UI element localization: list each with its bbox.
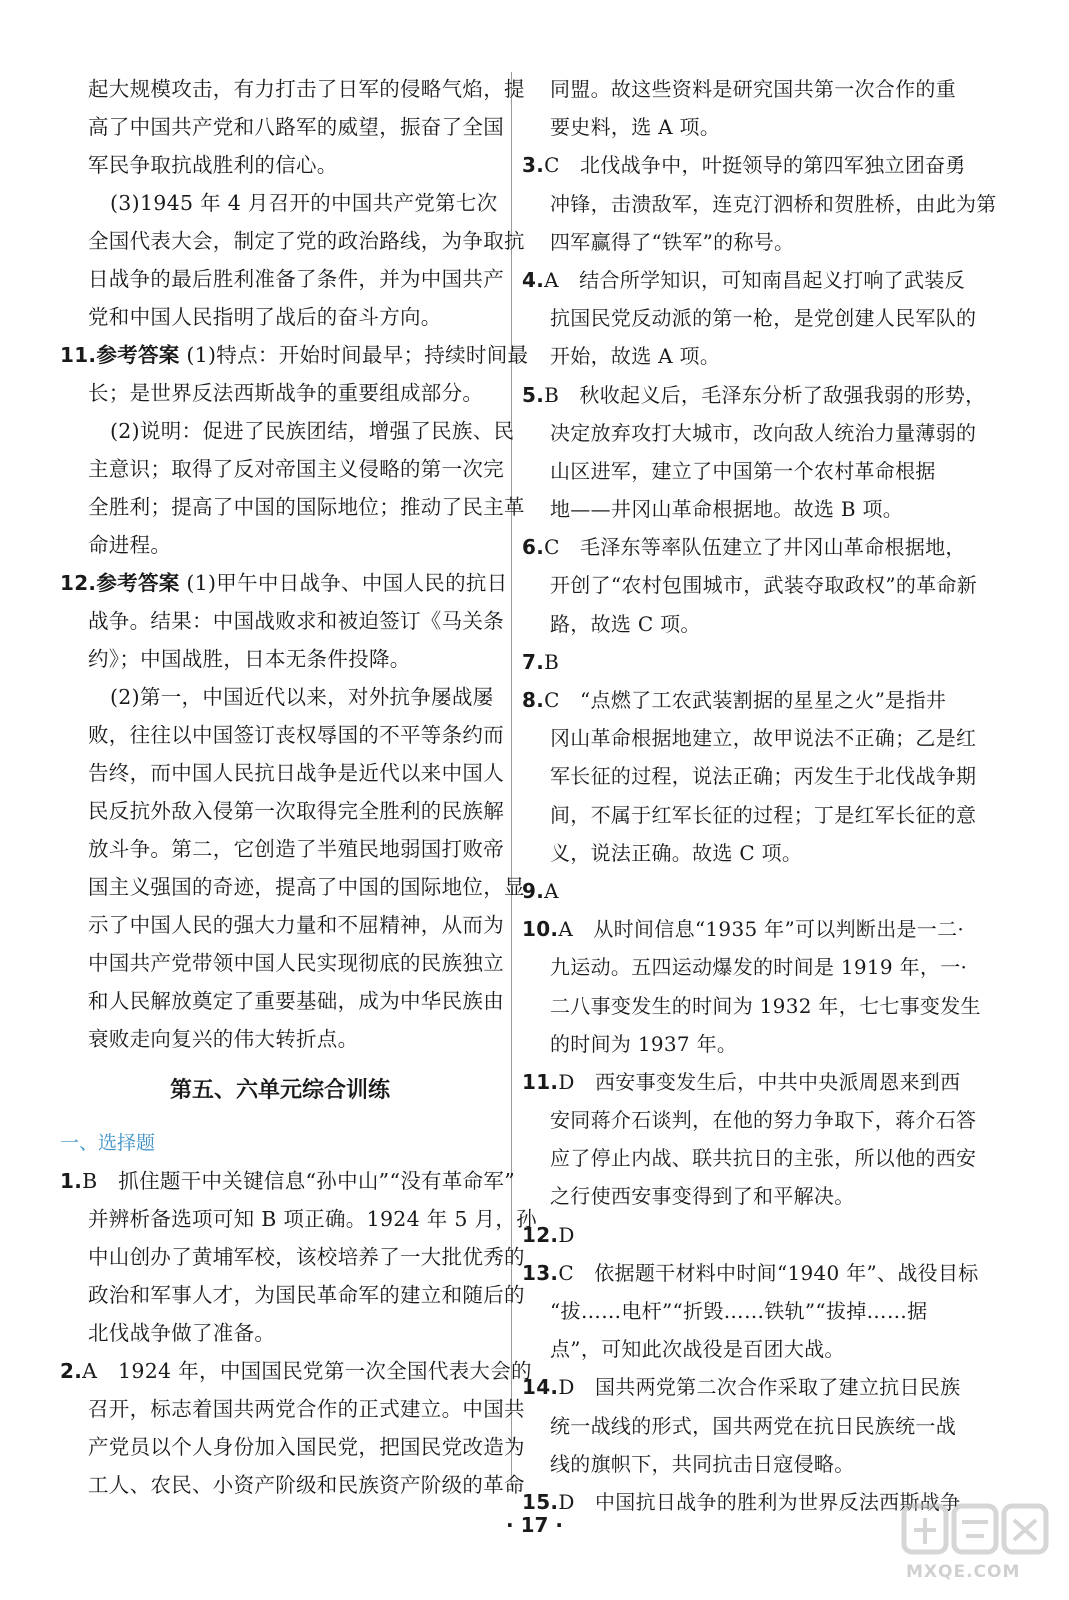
line-text: 抗国民党反动派的第一枪，是党创建人民军队的 — [550, 306, 977, 331]
line-text: 间，不属于红军长征的过程；丁是红军长征的意 — [550, 802, 977, 827]
item-number: 7. — [522, 649, 545, 674]
item-number: 11. — [60, 343, 97, 367]
right-answers-block — [522, 70, 997, 1521]
text-line — [60, 374, 500, 412]
text-line — [60, 906, 504, 944]
line-text: 军长征的过程，说法正确；丙发生于北伐战争期 — [550, 764, 977, 789]
text-line — [522, 1063, 977, 1101]
answer-logo-icon — [900, 1500, 1050, 1562]
line-text: 高了中国共产党和八路军的威望，振奋了全国 — [88, 115, 504, 139]
item-number: 15. — [522, 1489, 559, 1514]
text-line — [522, 872, 977, 910]
text-line — [60, 1162, 516, 1200]
line-text: 统一战线的形式，国共两党在抗日民族统一战 — [550, 1413, 956, 1438]
line-text: C “点燃了工农武装割据的星星之火”是指井 — [544, 688, 947, 712]
answer-label: 参考答案 — [96, 571, 180, 595]
line-text: (1)甲午中日战争、中国人民的抗日 — [179, 571, 508, 595]
line-text: 中山创办了黄埔军校，该校培养了一大批优秀的 — [88, 1245, 525, 1269]
text-line — [522, 1216, 977, 1254]
line-text: 冈山革命根据地建立，故甲说法不正确；乙是红 — [550, 726, 977, 751]
text-line — [522, 566, 977, 604]
text-line — [522, 643, 977, 681]
line-text: 四军赢得了“铁军”的称号。 — [550, 229, 795, 254]
line-text: 产党员以个人身份加入国民党，把国民党改造为 — [88, 1435, 525, 1459]
item-number: 8. — [522, 688, 545, 712]
text-line — [60, 1390, 525, 1428]
line-text: D 西安事变发生后，中共中央派周恩来到西 — [558, 1069, 961, 1094]
line-text: B — [544, 649, 560, 674]
line-text: 政治和军事人才，为国民革命军的建立和随后的 — [88, 1283, 525, 1307]
line-text: 工人、农民、小资产阶级和民族资产阶级的革命 — [88, 1473, 525, 1497]
text-line — [522, 1368, 977, 1406]
text-line — [60, 754, 504, 792]
line-text: 全胜利；提高了中国的国际地位；推动了民主革 — [88, 495, 525, 519]
text-line — [60, 1276, 525, 1314]
line-text: 并辨析备选项可知 B 项正确。1924 年 5 月，孙 — [88, 1207, 537, 1231]
page-number: · 17 · — [506, 1513, 563, 1537]
text-line — [522, 528, 977, 566]
line-text: 中国共产党带领中国人民实现彻底的民族独立 — [88, 951, 504, 975]
text-line — [60, 944, 504, 982]
left-column — [60, 70, 537, 1504]
text-line — [522, 1330, 977, 1368]
text-line — [60, 640, 500, 678]
line-text: 国主义强国的奇迹，提高了中国的国际地位，显 — [88, 875, 525, 899]
item-number: 3. — [522, 153, 545, 178]
line-text: 约》；中国战胜，日本无条件投降。 — [88, 647, 411, 671]
text-line — [60, 412, 515, 450]
line-text: 九运动。五四运动爆发的时间是 1919 年，一· — [550, 955, 968, 980]
line-text: C 依据题干材料中时间“1940 年”、战役目标 — [558, 1260, 979, 1285]
line-text: “拔……电杆”“折毁……铁轨”“拔掉……据 — [550, 1299, 928, 1323]
text-line — [522, 1177, 977, 1215]
item-number: 11. — [522, 1069, 559, 1094]
text-line — [522, 1139, 977, 1177]
text-line — [60, 716, 504, 754]
right-column — [522, 70, 997, 1521]
text-line — [522, 223, 977, 261]
line-text: 衰败走向复兴的伟大转折点。 — [88, 1027, 359, 1051]
line-text: 放斗争。第二，它创造了半殖民地弱国打败帝 — [88, 837, 504, 861]
line-text: B 抓住题干中关键信息“孙中山”“没有革命军” — [82, 1169, 516, 1193]
text-line — [60, 830, 504, 868]
text-line — [522, 1407, 977, 1445]
line-text: 召开，标志着国共两党合作的正式建立。中国共 — [88, 1397, 525, 1421]
answer-label: 参考答案 — [96, 343, 180, 367]
text-line — [522, 987, 981, 1025]
line-text: 之行使西安事变得到了和平解决。 — [550, 1184, 855, 1209]
section-title: 第五、六单元综合训练 — [169, 1078, 390, 1103]
line-text: 战争。结果：中国战败求和被迫签订《马关条 — [88, 609, 504, 633]
item-number: 9. — [522, 878, 545, 903]
text-line — [522, 1292, 977, 1330]
line-text: 义，说法正确。故选 C 项。 — [550, 840, 803, 865]
text-line — [60, 1020, 500, 1058]
line-text: 山区进军，建立了中国第一个农村革命根据 — [550, 458, 936, 483]
text-line — [522, 1025, 977, 1063]
text-line — [60, 70, 525, 108]
text-line — [522, 261, 977, 299]
text-line — [522, 605, 977, 643]
text-line — [522, 910, 977, 948]
text-line — [522, 146, 977, 184]
text-line — [60, 184, 500, 222]
text-line — [60, 222, 525, 260]
line-text: 示了中国人民的强大力量和不屈精神，从而为 — [88, 913, 504, 937]
left-answers-block — [60, 70, 529, 1058]
line-text: C 北伐战争中，叶挺领导的第四军独立团奋勇 — [544, 153, 966, 178]
text-line — [60, 146, 500, 184]
line-text: D — [558, 1222, 575, 1247]
item-number: 4. — [522, 267, 545, 292]
text-line — [522, 719, 977, 757]
text-line — [60, 982, 504, 1020]
text-line — [522, 834, 977, 872]
line-text: A 1924 年，中国国民党第一次全国代表大会的 — [82, 1359, 532, 1383]
text-line — [60, 792, 504, 830]
watermark — [900, 1500, 1060, 1595]
text-line — [60, 260, 504, 298]
text-line — [522, 757, 977, 795]
line-text: 长；是世界反法西斯战争的重要组成部分。 — [88, 381, 484, 405]
text-line — [522, 1101, 977, 1139]
line-text: 和人民解放奠定了重要基础，成为中华民族由 — [88, 989, 504, 1013]
left-choice-block — [60, 1162, 537, 1504]
line-text: (2)说明：促进了民族团结，增强了民族、民 — [110, 419, 515, 443]
item-number: 12. — [60, 571, 97, 595]
line-text: A 结合所学知识，可知南昌起义打响了武装反 — [544, 267, 965, 292]
item-number: 13. — [522, 1260, 559, 1285]
text-line — [522, 108, 977, 146]
text-line — [522, 490, 977, 528]
line-text: 军民争取抗战胜利的信心。 — [88, 153, 338, 177]
line-text: D 中国抗日战争的胜利为世界反法西斯战争 — [558, 1489, 961, 1514]
line-text: A — [544, 878, 559, 903]
line-text: 起大规模攻击，有力打击了日军的侵略气焰，提 — [88, 77, 525, 101]
text-line — [60, 1466, 525, 1504]
text-line — [522, 796, 977, 834]
text-line — [60, 602, 504, 640]
text-line — [60, 1238, 525, 1276]
text-line — [60, 298, 500, 336]
item-number: 10. — [522, 917, 559, 942]
watermark-text: MXQE.COM — [906, 1562, 1021, 1582]
line-text: 安同蒋介石谈判，在他的努力争取下，蒋介石答 — [550, 1108, 977, 1133]
item-number: 5. — [522, 382, 545, 407]
text-line — [60, 488, 525, 526]
text-line — [60, 1200, 537, 1238]
text-line — [522, 1445, 977, 1483]
text-line — [522, 185, 997, 223]
text-line — [60, 526, 500, 564]
text-line — [60, 450, 504, 488]
item-number: 12. — [522, 1222, 559, 1247]
line-text: 告终，而中国人民抗日战争是近代以来中国人 — [88, 761, 504, 785]
text-line — [60, 1314, 500, 1352]
item-number: 2. — [60, 1359, 83, 1383]
line-text: A 从时间信息“1935 年”可以判断出是一二· — [558, 917, 965, 942]
subheading: 一、选择题 — [60, 1132, 156, 1154]
line-text: 党和中国人民指明了战后的奋斗方向。 — [88, 305, 442, 329]
line-text: 同盟。故这些资料是研究国共第一次合作的重 — [550, 77, 956, 101]
line-text: 应了停止内战、联共抗日的主张，所以他的西安 — [550, 1146, 977, 1171]
line-text: 要史料，选 A 项。 — [550, 115, 721, 140]
text-line — [522, 948, 977, 986]
text-line — [522, 70, 977, 108]
text-line — [522, 452, 977, 490]
line-text: 决定放弃攻打大城市，改向敌人统治力量薄弱的 — [550, 420, 977, 445]
line-text: 地——井冈山革命根据地。故选 B 项。 — [550, 497, 904, 522]
text-line — [522, 376, 986, 414]
line-text: 主意识；取得了反对帝国主义侵略的第一次完 — [88, 457, 504, 481]
line-text: 的时间为 1937 年。 — [550, 1031, 738, 1056]
line-text: 全国代表大会，制定了党的政治路线，为争取抗 — [88, 229, 525, 253]
line-text: (3)1945 年 4 月召开的中国共产党第七次 — [110, 191, 498, 215]
line-text: B 秋收起义后，毛泽东分析了敌强我弱的形势， — [544, 382, 986, 407]
text-line — [60, 868, 525, 906]
item-number: 6. — [522, 535, 545, 560]
item-number: 1. — [60, 1169, 83, 1193]
text-line — [60, 108, 504, 146]
item-number: 14. — [522, 1375, 559, 1400]
line-text: 二八事变发生的时间为 1932 年，七七事变发生 — [550, 993, 981, 1018]
line-text: 开创了“农村包围城市，武装夺取政权”的革命新 — [550, 573, 978, 598]
line-text: 北伐战争做了准备。 — [88, 1321, 276, 1345]
line-text: 败，往往以中国签订丧权辱国的不平等条约而 — [88, 723, 504, 747]
line-text: 民反抗外敌入侵第一次取得完全胜利的民族解 — [88, 799, 504, 823]
line-text: 开始，故选 A 项。 — [550, 344, 721, 369]
text-line — [522, 414, 977, 452]
line-text: (1)特点：开始时间最早；持续时间最 — [179, 343, 529, 367]
text-line — [60, 1352, 532, 1390]
line-text: (2)第一，中国近代以来，对外抗争屡战屡 — [110, 685, 494, 709]
line-text: 冲锋，击溃敌军，连克汀泗桥和贺胜桥，由此为第 — [550, 191, 997, 216]
text-line — [60, 564, 508, 602]
line-text: 线的旗帜下，共同抗击日寇侵略。 — [550, 1451, 855, 1476]
line-text: D 国共两党第二次合作采取了建立抗日民族 — [558, 1375, 961, 1400]
text-line — [522, 1254, 977, 1292]
text-line — [522, 337, 977, 375]
line-text: 点”，可知此次战役是百团大战。 — [550, 1337, 845, 1362]
line-text: 日战争的最后胜利准备了条件，并为中国共产 — [88, 267, 504, 291]
line-text: 命进程。 — [88, 533, 172, 557]
line-text: C 毛泽东等率队伍建立了井冈山革命根据地， — [544, 535, 966, 560]
text-line — [522, 299, 977, 337]
text-line — [60, 1428, 525, 1466]
line-text: 路，故选 C 项。 — [550, 611, 701, 636]
text-line — [60, 336, 529, 374]
text-line — [522, 681, 977, 719]
text-line — [60, 678, 500, 716]
